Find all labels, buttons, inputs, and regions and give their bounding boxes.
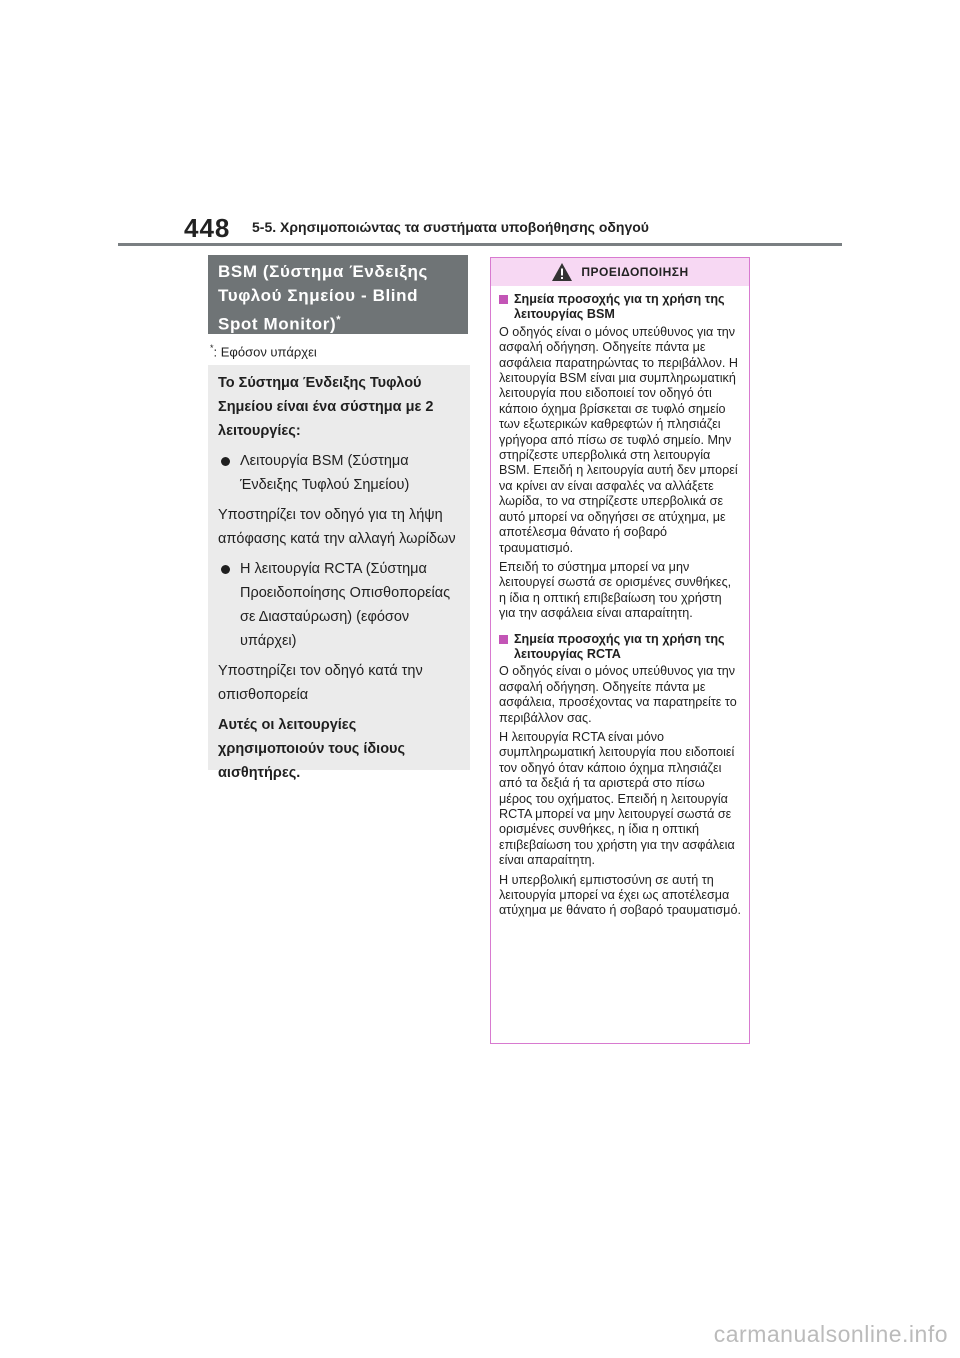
square-bullet-icon [499,295,508,304]
footnote-text: : Εφόσον υπάρχει [213,344,317,360]
info-outro: Αυτές οι λειτουργίες χρησιμοποιούν τους ίδιους αισθητήρες. [218,717,406,781]
warning-body [491,286,749,919]
footnote [210,343,317,359]
warning-box [490,257,750,1044]
bullet-icon [221,457,230,466]
warning-title: ΠΡΟΕΙΔΟΠΟΙΗΣΗ [581,265,689,279]
bullet-description: Υποστηρίζει τον οδηγό κατά την οπισθοπορεία [218,663,423,703]
warning-subheading [499,632,741,663]
warning-paragraph: Η υπερβολική εμπιστοσύνη σε αυτή τη λειτουργία μπορεί να έχει ως αποτέλεσμα ατύχημα με θάνατο ή σοβαρό τραυματισμό. [499,872,741,918]
warning-subheading [499,292,741,323]
footnote-marker: * [210,343,214,353]
chapter-title: 5-5. Χρησιμοποιώντας τα συστήματα υποβοήθησης οδηγού [252,219,649,235]
warning-subheading-text: Σημεία προσοχής για τη χρήση της λειτουργίας BSM [514,292,725,322]
section-title: BSM (Σύστημα Ένδειξης Τυφλού Σημείου - Blind Spot Monitor) [218,262,428,334]
bullet-icon [221,565,230,574]
warning-paragraph: Ο οδηγός είναι ο μόνος υπεύθυνος για την ασφαλή οδήγηση. Οδηγείτε πάντα με ασφάλεια, προσέχοντας να παρατηρείτε το περιβάλλον σας. [499,664,737,725]
info-intro: Το Σύστημα Ένδειξης Τυφλού Σημείου είναι ένα σύστημα με 2 λειτουργίες: [218,375,434,439]
section-title-box [208,255,468,334]
warning-triangle-icon [551,262,573,282]
warning-paragraph: Επειδή το σύστημα μπορεί να μην λειτουργεί σωστά σε ορισμένες συνθήκες, η ίδια η οπτική επιβεβαίωση του χρήστη για την ασφάλεια είναι απαραίτητη. [499,559,732,621]
warning-subheading-text: Σημεία προσοχής για τη χρήση της λειτουργίας RCTA [514,631,725,661]
watermark: carmanualsonline.info [713,1321,948,1347]
warning-header [491,258,749,286]
square-bullet-icon [499,635,508,644]
info-box [208,365,470,781]
bullet-text: Η λειτουργία RCTA (Σύστημα Προειδοποίησης Οπισθοπορείας σε Διασταύρωση) (εφόσον υπάρχει) [240,561,451,649]
warning-paragraph: Η λειτουργία RCTA είναι μόνο συμπληρωματική λειτουργία που ειδοποιεί τον οδηγό όταν κάποιο όχημα πλησιάζει από τα δεξιά ή τα αριστερά στο πίσω μέρος του οχήματος. Επειδή η λειτουργία RCTA μπορεί να μην λειτουργεί σωστά σε ορισμένες συνθήκες, η ίδια η οπτική επιβεβαίωση του χρήστη για την ασφάλεια είναι απαραίτητη. [499,729,735,868]
warning-paragraph: Ο οδηγός είναι ο μόνος υπεύθυνος για την ασφαλή οδήγηση. Οδηγείτε πάντα με ασφάλεια παρατηρώντας το περιβάλλον. Η λειτουργία BSM είναι μια συμπληρωματική λειτουργία που ειδοποιεί τον οδηγό ότι κάποιο όχημα βρίσκεται σε τυφλό σημείο των εξωτερικών καθρεφτών ή πλησιάζει γρήγορα από πίσω σε τυφλό σημείο. Μην στηρίζεστε υπερβολικά στη λειτουργία BSM. Επειδή η λειτουργία αυτή δεν μπορεί να κρίνει αν είναι ασφαλές να αλλάξετε λωρίδα, το να στηρίζεστε υπερβολικά σε αυτό μπορεί να οδηγήσει σε ατύχημα, με αποτέλεσμα θάνατο ή σοβαρό τραυματισμό. [499,324,739,555]
header-divider [118,243,842,246]
section-title-marker: * [336,314,342,326]
bullet-text: Λειτουργία BSM (Σύστημα Ένδειξης Τυφλού Σημείου) [240,453,410,493]
list-item [218,449,460,497]
list-item [218,557,460,653]
bullet-description: Υποστηρίζει τον οδηγό για τη λήψη απόφασης κατά την αλλαγή λωρίδων [218,507,456,547]
page-number: 448 [184,213,231,243]
